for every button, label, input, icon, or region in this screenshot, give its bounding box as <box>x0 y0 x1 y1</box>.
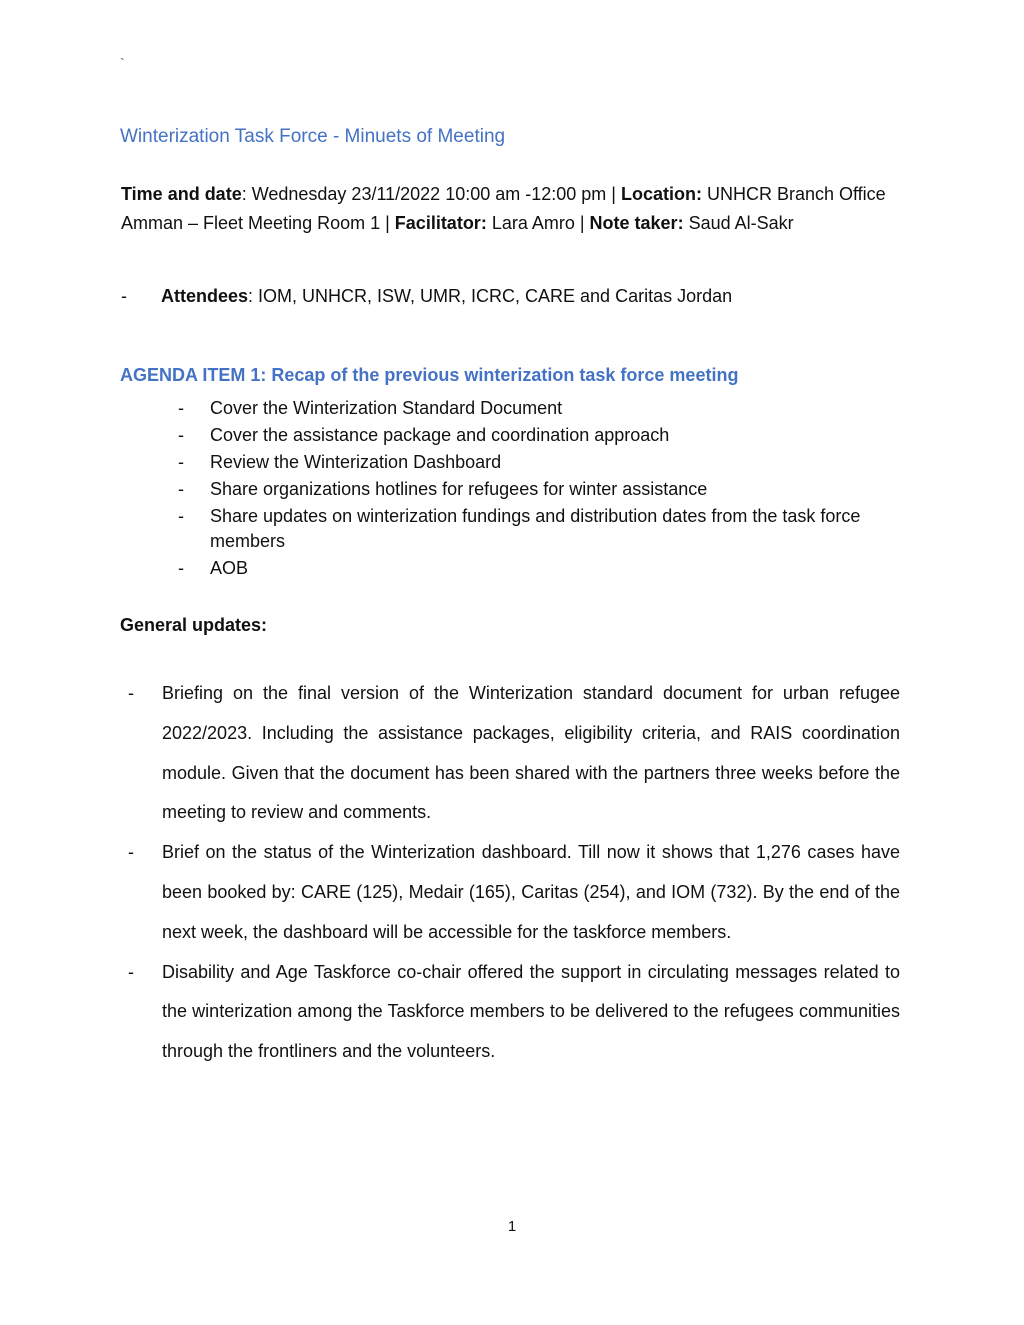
time-label: Time and date <box>121 184 242 204</box>
meeting-meta <box>121 180 901 238</box>
attendees-line <box>121 282 901 310</box>
page-number: 1 <box>507 1218 517 1235</box>
agenda-bullet: - <box>178 558 184 578</box>
agenda-item-text: Cover the Winterization Standard Document <box>210 398 563 418</box>
agenda-item-text: Share organizations hotlines for refugees for winter assistance <box>210 479 708 499</box>
location-label: Location: <box>620 184 702 204</box>
agenda-bullet: - <box>178 452 184 472</box>
facilitator-value: Lara Amro | <box>486 213 590 233</box>
facilitator-label: Facilitator: <box>394 213 487 233</box>
agenda-item-text: Cover the assistance package and coordination approach <box>210 425 670 445</box>
general-updates-list <box>128 674 900 1072</box>
note-taker-label: Note taker: <box>589 213 684 233</box>
agenda-bullet: - <box>178 398 184 418</box>
agenda-item <box>178 477 902 502</box>
agenda-item-text: Share updates on winterization fundings and distribution dates from the task force members <box>210 506 861 551</box>
update-item-text: Brief on the status of the Winterization dashboard. Till now it shows that 1,276 cases have been booked by: CARE (125), Medair (165), Caritas (254), and IOM (732). By the end of the next week, the dashboard will be accessible for the taskforce members. <box>162 842 900 942</box>
document-title: Winterization Task Force - Minuets of Meeting <box>120 126 506 147</box>
note-taker-value: Saud Al-Sakr <box>683 213 794 233</box>
attendees-bullet: - <box>121 286 127 306</box>
agenda-bullet: - <box>178 425 184 445</box>
agenda-bullet: - <box>178 479 184 499</box>
update-item-text: Briefing on the final version of the Winterization standard document for urban refugee 2022/2023. Including the assistance packages, eligibility criteria, and RAIS coordination module. Given that the document has been shared with the partners three weeks before the meeting to review and comments. <box>162 683 900 823</box>
location-value: UNHCR Branch Office Amman – Fleet Meeting Room 1 | <box>121 184 886 233</box>
stray-mark: ` <box>120 55 125 71</box>
update-bullet: - <box>128 961 134 982</box>
agenda-heading: AGENDA ITEM 1: Recap of the previous winterization task force meeting <box>120 365 739 385</box>
attendees-label: Attendees <box>161 286 249 306</box>
attendees-value: : IOM, UNHCR, ISW, UMR, ICRC, CARE and Caritas Jordan <box>248 286 733 306</box>
agenda-item <box>178 450 902 475</box>
agenda-item <box>178 504 902 554</box>
agenda-item <box>178 556 902 581</box>
update-bullet: - <box>128 842 134 863</box>
agenda-item <box>178 423 902 448</box>
update-item <box>128 674 900 833</box>
update-item <box>128 953 900 1072</box>
update-item <box>128 833 900 952</box>
update-item-text: Disability and Age Taskforce co-chair offered the support in circulating messages related to the winterization among the Taskforce members to be delivered to the refugees communities through the frontliners and the volunteers. <box>162 961 900 1062</box>
agenda-item <box>178 396 902 421</box>
agenda-item-text: AOB <box>210 558 249 578</box>
agenda-list <box>178 396 902 583</box>
agenda-item-text: Review the Winterization Dashboard <box>210 452 502 472</box>
agenda-bullet: - <box>178 506 184 526</box>
general-updates-heading: General updates: <box>120 615 268 635</box>
time-value: : Wednesday 23/11/2022 10:00 am -12:00 pm | <box>241 184 621 204</box>
update-bullet: - <box>128 683 134 703</box>
